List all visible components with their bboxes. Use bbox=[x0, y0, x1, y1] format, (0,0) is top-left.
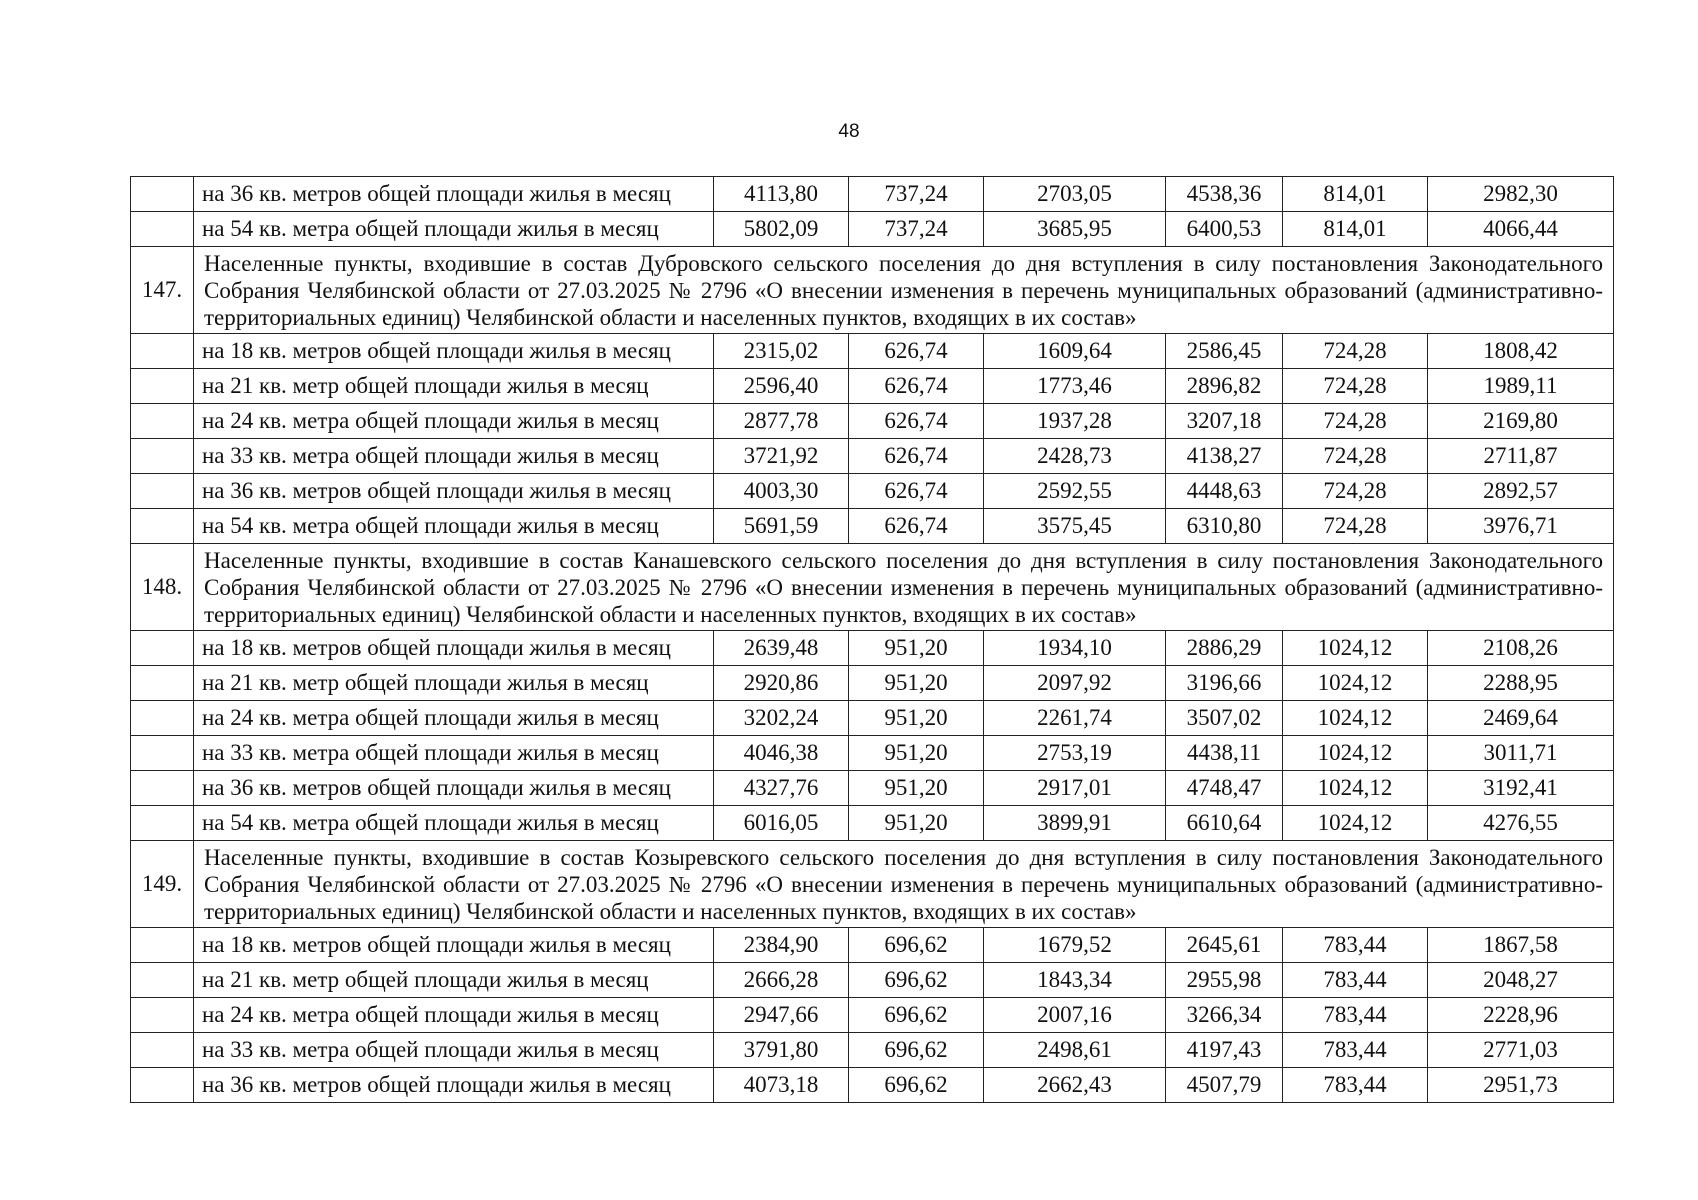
value-cell: 3196,66 bbox=[1166, 666, 1283, 701]
table-body bbox=[131, 177, 1614, 1103]
value-cell: 1024,12 bbox=[1283, 701, 1428, 736]
value-cell: 1024,12 bbox=[1283, 666, 1428, 701]
value-cell: 1867,58 bbox=[1428, 928, 1614, 963]
row-label: на 33 кв. метра общей площади жилья в месяц bbox=[194, 736, 714, 771]
section-header-row bbox=[131, 247, 1614, 334]
row-label: на 36 кв. метров общей площади жилья в месяц bbox=[194, 474, 714, 509]
section-header-row bbox=[131, 841, 1614, 928]
value-cell: 951,20 bbox=[849, 631, 984, 666]
value-cell: 1843,34 bbox=[984, 963, 1166, 998]
value-cell: 2261,74 bbox=[984, 701, 1166, 736]
value-cell: 724,28 bbox=[1283, 474, 1428, 509]
row-number-cell bbox=[131, 736, 194, 771]
table-row bbox=[131, 631, 1614, 666]
value-cell: 783,44 bbox=[1283, 963, 1428, 998]
value-cell: 2315,02 bbox=[714, 334, 849, 369]
value-cell: 783,44 bbox=[1283, 1033, 1428, 1068]
row-number-cell bbox=[131, 404, 194, 439]
value-cell: 2982,30 bbox=[1428, 177, 1614, 212]
row-label: на 54 кв. метра общей площади жилья в месяц bbox=[194, 212, 714, 247]
value-cell: 626,74 bbox=[849, 404, 984, 439]
section-number: 148. bbox=[131, 544, 194, 631]
value-cell: 3976,71 bbox=[1428, 509, 1614, 544]
value-cell: 2428,73 bbox=[984, 439, 1166, 474]
row-number-cell bbox=[131, 998, 194, 1033]
value-cell: 2711,87 bbox=[1428, 439, 1614, 474]
table-row bbox=[131, 771, 1614, 806]
value-cell: 4438,11 bbox=[1166, 736, 1283, 771]
value-cell: 724,28 bbox=[1283, 369, 1428, 404]
value-cell: 2955,98 bbox=[1166, 963, 1283, 998]
table-row bbox=[131, 509, 1614, 544]
value-cell: 696,62 bbox=[849, 1068, 984, 1103]
table-row bbox=[131, 963, 1614, 998]
value-cell: 1024,12 bbox=[1283, 736, 1428, 771]
section-title: Населенные пункты, входившие в состав Козыревского сельского поселения до дня вступления в силу постановления Законодательного Собрания Челябинской области от 27.03.2025 № 2796 «О внесении изменения в перечень муниципальных образований (административно-территориальных единиц) Челябинской области и населенных пунктов, входящих в их состав» bbox=[194, 841, 1614, 928]
table-row bbox=[131, 928, 1614, 963]
value-cell: 951,20 bbox=[849, 666, 984, 701]
row-number-cell bbox=[131, 369, 194, 404]
value-cell: 2586,45 bbox=[1166, 334, 1283, 369]
value-cell: 5691,59 bbox=[714, 509, 849, 544]
section-title: Населенные пункты, входившие в состав Канашевского сельского поселения до дня вступления в силу постановления Законодательного Собрания Челябинской области от 27.03.2025 № 2796 «О внесении изменения в перечень муниципальных образований (административно-территориальных единиц) Челябинской области и населенных пунктов, входящих в их состав» bbox=[194, 544, 1614, 631]
row-label: на 36 кв. метров общей площади жилья в месяц bbox=[194, 1068, 714, 1103]
value-cell: 814,01 bbox=[1283, 177, 1428, 212]
row-label: на 54 кв. метра общей площади жилья в месяц bbox=[194, 806, 714, 841]
value-cell: 6016,05 bbox=[714, 806, 849, 841]
value-cell: 2097,92 bbox=[984, 666, 1166, 701]
value-cell: 1989,11 bbox=[1428, 369, 1614, 404]
value-cell: 814,01 bbox=[1283, 212, 1428, 247]
value-cell: 2108,26 bbox=[1428, 631, 1614, 666]
value-cell: 4197,43 bbox=[1166, 1033, 1283, 1068]
value-cell: 2877,78 bbox=[714, 404, 849, 439]
value-cell: 3192,41 bbox=[1428, 771, 1614, 806]
value-cell: 2639,48 bbox=[714, 631, 849, 666]
value-cell: 2896,82 bbox=[1166, 369, 1283, 404]
value-cell: 783,44 bbox=[1283, 998, 1428, 1033]
value-cell: 724,28 bbox=[1283, 404, 1428, 439]
value-cell: 2951,73 bbox=[1428, 1068, 1614, 1103]
row-label: на 54 кв. метра общей площади жилья в месяц bbox=[194, 509, 714, 544]
value-cell: 951,20 bbox=[849, 701, 984, 736]
value-cell: 4046,38 bbox=[714, 736, 849, 771]
value-cell: 4066,44 bbox=[1428, 212, 1614, 247]
value-cell: 696,62 bbox=[849, 963, 984, 998]
value-cell: 737,24 bbox=[849, 212, 984, 247]
row-number-cell bbox=[131, 701, 194, 736]
value-cell: 783,44 bbox=[1283, 928, 1428, 963]
value-cell: 696,62 bbox=[849, 928, 984, 963]
value-cell: 2771,03 bbox=[1428, 1033, 1614, 1068]
value-cell: 2892,57 bbox=[1428, 474, 1614, 509]
table-row bbox=[131, 177, 1614, 212]
value-cell: 2048,27 bbox=[1428, 963, 1614, 998]
row-number-cell bbox=[131, 509, 194, 544]
row-number-cell bbox=[131, 928, 194, 963]
value-cell: 2703,05 bbox=[984, 177, 1166, 212]
table-row bbox=[131, 1068, 1614, 1103]
table-row bbox=[131, 736, 1614, 771]
value-cell: 2947,66 bbox=[714, 998, 849, 1033]
row-label: на 21 кв. метр общей площади жилья в месяц bbox=[194, 666, 714, 701]
value-cell: 951,20 bbox=[849, 771, 984, 806]
value-cell: 3011,71 bbox=[1428, 736, 1614, 771]
row-label: на 36 кв. метров общей площади жилья в месяц bbox=[194, 771, 714, 806]
value-cell: 1024,12 bbox=[1283, 631, 1428, 666]
value-cell: 1808,42 bbox=[1428, 334, 1614, 369]
row-label: на 21 кв. метр общей площади жилья в месяц bbox=[194, 369, 714, 404]
value-cell: 626,74 bbox=[849, 369, 984, 404]
value-cell: 1024,12 bbox=[1283, 771, 1428, 806]
value-cell: 2592,55 bbox=[984, 474, 1166, 509]
row-number-cell bbox=[131, 806, 194, 841]
row-number-cell bbox=[131, 963, 194, 998]
value-cell: 1934,10 bbox=[984, 631, 1166, 666]
table-row bbox=[131, 998, 1614, 1033]
table-row bbox=[131, 806, 1614, 841]
row-number-cell bbox=[131, 1033, 194, 1068]
value-cell: 6310,80 bbox=[1166, 509, 1283, 544]
row-number-cell bbox=[131, 474, 194, 509]
row-label: на 18 кв. метров общей площади жилья в месяц bbox=[194, 928, 714, 963]
value-cell: 696,62 bbox=[849, 1033, 984, 1068]
table-row bbox=[131, 334, 1614, 369]
value-cell: 3899,91 bbox=[984, 806, 1166, 841]
value-cell: 626,74 bbox=[849, 334, 984, 369]
value-cell: 2384,90 bbox=[714, 928, 849, 963]
value-cell: 4448,63 bbox=[1166, 474, 1283, 509]
value-cell: 4003,30 bbox=[714, 474, 849, 509]
table-row bbox=[131, 369, 1614, 404]
table-row bbox=[131, 1033, 1614, 1068]
value-cell: 1609,64 bbox=[984, 334, 1166, 369]
row-number-cell bbox=[131, 177, 194, 212]
value-cell: 2645,61 bbox=[1166, 928, 1283, 963]
value-cell: 4748,47 bbox=[1166, 771, 1283, 806]
value-cell: 1773,46 bbox=[984, 369, 1166, 404]
row-number-cell bbox=[131, 439, 194, 474]
table-row bbox=[131, 404, 1614, 439]
value-cell: 2920,86 bbox=[714, 666, 849, 701]
value-cell: 951,20 bbox=[849, 736, 984, 771]
table-row bbox=[131, 474, 1614, 509]
row-label: на 21 кв. метр общей площади жилья в месяц bbox=[194, 963, 714, 998]
section-number: 147. bbox=[131, 247, 194, 334]
value-cell: 4073,18 bbox=[714, 1068, 849, 1103]
value-cell: 4138,27 bbox=[1166, 439, 1283, 474]
row-label: на 33 кв. метра общей площади жилья в месяц bbox=[194, 1033, 714, 1068]
table-row bbox=[131, 701, 1614, 736]
value-cell: 724,28 bbox=[1283, 439, 1428, 474]
row-number-cell bbox=[131, 771, 194, 806]
row-label: на 36 кв. метров общей площади жилья в месяц bbox=[194, 177, 714, 212]
value-cell: 2469,64 bbox=[1428, 701, 1614, 736]
value-cell: 737,24 bbox=[849, 177, 984, 212]
value-cell: 4327,76 bbox=[714, 771, 849, 806]
value-cell: 2917,01 bbox=[984, 771, 1166, 806]
value-cell: 2662,43 bbox=[984, 1068, 1166, 1103]
value-cell: 2753,19 bbox=[984, 736, 1166, 771]
value-cell: 3575,45 bbox=[984, 509, 1166, 544]
row-label: на 24 кв. метра общей площади жилья в месяц bbox=[194, 404, 714, 439]
value-cell: 5802,09 bbox=[714, 212, 849, 247]
section-title: Населенные пункты, входившие в состав Дубровского сельского поселения до дня вступления в силу постановления Законодательного Собрания Челябинской области от 27.03.2025 № 2796 «О внесении изменения в перечень муниципальных образований (административно-территориальных единиц) Челябинской области и населенных пунктов, входящих в их состав» bbox=[194, 247, 1614, 334]
row-number-cell bbox=[131, 212, 194, 247]
table-row bbox=[131, 666, 1614, 701]
section-header-row bbox=[131, 544, 1614, 631]
value-cell: 724,28 bbox=[1283, 509, 1428, 544]
row-number-cell bbox=[131, 334, 194, 369]
page-number: 48 bbox=[838, 121, 860, 142]
value-cell: 1024,12 bbox=[1283, 806, 1428, 841]
row-number-cell bbox=[131, 631, 194, 666]
value-cell: 3202,24 bbox=[714, 701, 849, 736]
value-cell: 783,44 bbox=[1283, 1068, 1428, 1103]
row-number-cell bbox=[131, 666, 194, 701]
value-cell: 3266,34 bbox=[1166, 998, 1283, 1033]
row-number-cell bbox=[131, 1068, 194, 1103]
value-cell: 696,62 bbox=[849, 998, 984, 1033]
row-label: на 24 кв. метра общей площади жилья в месяц bbox=[194, 998, 714, 1033]
row-label: на 24 кв. метра общей площади жилья в месяц bbox=[194, 701, 714, 736]
value-cell: 4113,80 bbox=[714, 177, 849, 212]
row-label: на 18 кв. метров общей площади жилья в месяц bbox=[194, 631, 714, 666]
value-cell: 2169,80 bbox=[1428, 404, 1614, 439]
tariff-table bbox=[130, 176, 1614, 1103]
value-cell: 724,28 bbox=[1283, 334, 1428, 369]
value-cell: 1679,52 bbox=[984, 928, 1166, 963]
value-cell: 3721,92 bbox=[714, 439, 849, 474]
value-cell: 626,74 bbox=[849, 509, 984, 544]
value-cell: 2288,95 bbox=[1428, 666, 1614, 701]
value-cell: 626,74 bbox=[849, 474, 984, 509]
value-cell: 2596,40 bbox=[714, 369, 849, 404]
value-cell: 1937,28 bbox=[984, 404, 1166, 439]
value-cell: 4276,55 bbox=[1428, 806, 1614, 841]
value-cell: 4507,79 bbox=[1166, 1068, 1283, 1103]
value-cell: 2498,61 bbox=[984, 1033, 1166, 1068]
section-number: 149. bbox=[131, 841, 194, 928]
table-row bbox=[131, 439, 1614, 474]
value-cell: 2007,16 bbox=[984, 998, 1166, 1033]
value-cell: 6400,53 bbox=[1166, 212, 1283, 247]
value-cell: 2666,28 bbox=[714, 963, 849, 998]
value-cell: 3685,95 bbox=[984, 212, 1166, 247]
value-cell: 6610,64 bbox=[1166, 806, 1283, 841]
value-cell: 2886,29 bbox=[1166, 631, 1283, 666]
value-cell: 951,20 bbox=[849, 806, 984, 841]
value-cell: 4538,36 bbox=[1166, 177, 1283, 212]
row-label: на 18 кв. метров общей площади жилья в месяц bbox=[194, 334, 714, 369]
value-cell: 3791,80 bbox=[714, 1033, 849, 1068]
value-cell: 3507,02 bbox=[1166, 701, 1283, 736]
table-row bbox=[131, 212, 1614, 247]
value-cell: 2228,96 bbox=[1428, 998, 1614, 1033]
value-cell: 626,74 bbox=[849, 439, 984, 474]
value-cell: 3207,18 bbox=[1166, 404, 1283, 439]
row-label: на 33 кв. метра общей площади жилья в месяц bbox=[194, 439, 714, 474]
